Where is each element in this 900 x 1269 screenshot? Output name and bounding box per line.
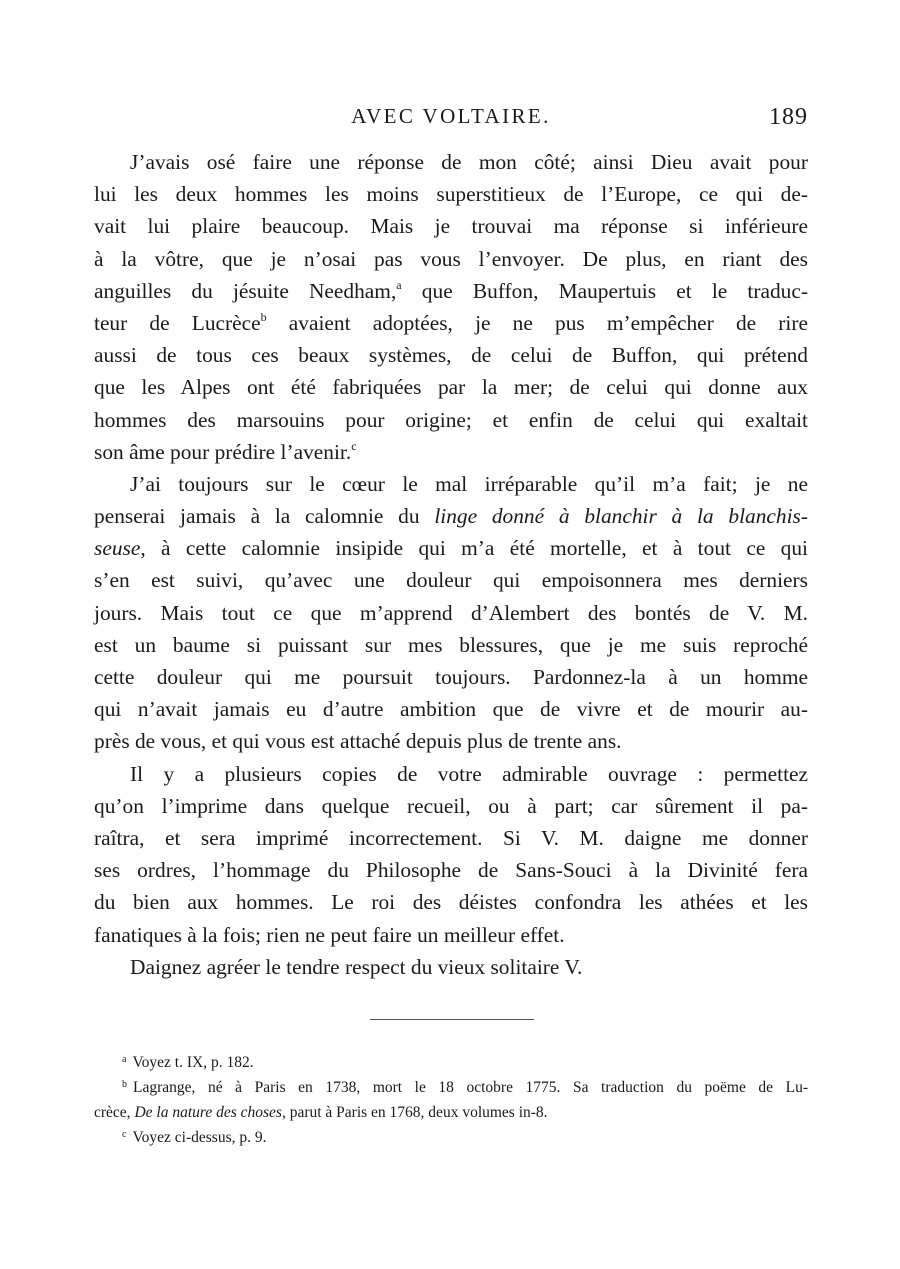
footnote-ref-b: b bbox=[260, 309, 267, 324]
italic-title: De la nature des choses, bbox=[134, 1104, 286, 1121]
text-fragment: avaient adoptées, je ne pus m’empêcher de rire bbox=[266, 310, 808, 335]
footnote-mark: c bbox=[122, 1129, 127, 1140]
text-fragment: que Buffon, Maupertuis et le traduc- bbox=[401, 278, 808, 303]
footnote-c bbox=[94, 1125, 808, 1150]
running-title: AVEC VOLTAIRE. bbox=[351, 104, 551, 128]
text-line: aussi de tous ces beaux systèmes, de celui de Buffon, qui prétend bbox=[94, 343, 808, 368]
text-fragment: anguilles du jésuite Needham, bbox=[94, 278, 397, 303]
footnote-divider bbox=[370, 1019, 534, 1020]
footnote-text: Voyez t. IX, p. 182. bbox=[132, 1054, 254, 1071]
text-fragment: teur de Lucrèce bbox=[94, 310, 261, 335]
italic-phrase: seuse, bbox=[94, 536, 146, 561]
text-fragment: son âme pour prédire l’avenir. bbox=[94, 439, 352, 464]
footnote-text: parut à Paris en 1768, deux volumes in-8. bbox=[285, 1104, 548, 1121]
footnote-ref-a: a bbox=[396, 277, 402, 292]
running-head bbox=[94, 104, 808, 134]
text-line: fanatiques à la fois; rien ne peut faire un meilleur effet. bbox=[94, 922, 565, 947]
text-line: qui n’avait jamais eu d’autre ambition que de vivre et de mourir au- bbox=[94, 697, 808, 722]
text-line: à la vôtre, que je n’osai pas vous l’envoyer. De plus, en riant des bbox=[94, 246, 808, 271]
text-line: que les Alpes ont été fabriquées par la mer; de celui qui donne aux bbox=[94, 375, 808, 400]
footnote-b bbox=[94, 1075, 808, 1100]
text-line: lui les deux hommes les moins superstitieux de l’Europe, ce qui de- bbox=[94, 182, 808, 207]
footnote-text: crèce, bbox=[94, 1104, 135, 1121]
text-line: hommes des marsouins pour origine; et enfin de celui qui exaltait bbox=[94, 407, 808, 432]
text-line: cette douleur qui me poursuit toujours. Pardonnez-la à un homme bbox=[94, 665, 808, 689]
text-fragment: penserai jamais à la calomnie du bbox=[94, 504, 435, 529]
footnote-mark: a bbox=[122, 1054, 127, 1065]
body-text bbox=[94, 146, 808, 983]
text-line: jours. Mais tout ce que m’apprend d’Alembert des bontés de V. M. bbox=[94, 600, 808, 625]
text-line bbox=[94, 275, 808, 307]
footnote-ref-c: c bbox=[351, 438, 357, 453]
text-line: s’en est suivi, qu’avec une douleur qui empoisonnera mes derniers bbox=[94, 568, 808, 593]
text-line bbox=[94, 532, 808, 564]
text-line: qu’on l’imprime dans quelque recueil, ou à part; car sûrement il pa- bbox=[94, 793, 808, 818]
footnote-mark: b bbox=[122, 1079, 127, 1090]
text-line: raîtra, et sera imprimé incorrectement. Si V. M. daigne me donner bbox=[94, 825, 808, 850]
text-line: ses ordres, l’hommage du Philosophe de Sans-Souci à la Divinité fera bbox=[94, 858, 808, 883]
footnote-b-continued bbox=[94, 1100, 808, 1125]
text-line bbox=[94, 436, 808, 468]
footnote-text: Voyez ci-dessus, p. 9. bbox=[132, 1129, 267, 1146]
text-line bbox=[94, 307, 808, 339]
text-line: est un baume si puissant sur mes blessures, que je me suis reproché bbox=[94, 632, 808, 657]
footnote-text: Lagrange, né à Paris en 1738, mort le 18 octobre 1775. Sa traduction du poëme de Lu- bbox=[133, 1079, 808, 1096]
text-line: J’avais osé faire une réponse de mon côté; ainsi Dieu avait pour bbox=[130, 150, 808, 174]
text-line: J’ai toujours sur le cœur le mal irréparable qu’il m’a fait; je ne bbox=[130, 471, 808, 496]
text-line bbox=[94, 500, 808, 532]
footnote-a bbox=[94, 1050, 808, 1075]
text-line: vait lui plaire beaucoup. Mais je trouvai ma réponse si inférieure bbox=[94, 214, 808, 239]
text-line: près de vous, et qui vous est attaché depuis plus de trente ans. bbox=[94, 729, 622, 754]
text-line: du bien aux hommes. Le roi des déistes confondra les athées et les bbox=[94, 890, 808, 915]
page-number: 189 bbox=[769, 104, 808, 130]
footnotes bbox=[94, 1050, 808, 1150]
text-line: Il y a plusieurs copies de votre admirable ouvrage : permettez bbox=[130, 761, 808, 786]
italic-phrase: linge donné à blanchir à la blanchis- bbox=[434, 504, 808, 529]
text-fragment: à cette calomnie insipide qui m’a été mortelle, et à tout ce qui bbox=[145, 536, 808, 561]
text-line: Daignez agréer le tendre respect du vieux solitaire V. bbox=[130, 954, 583, 979]
